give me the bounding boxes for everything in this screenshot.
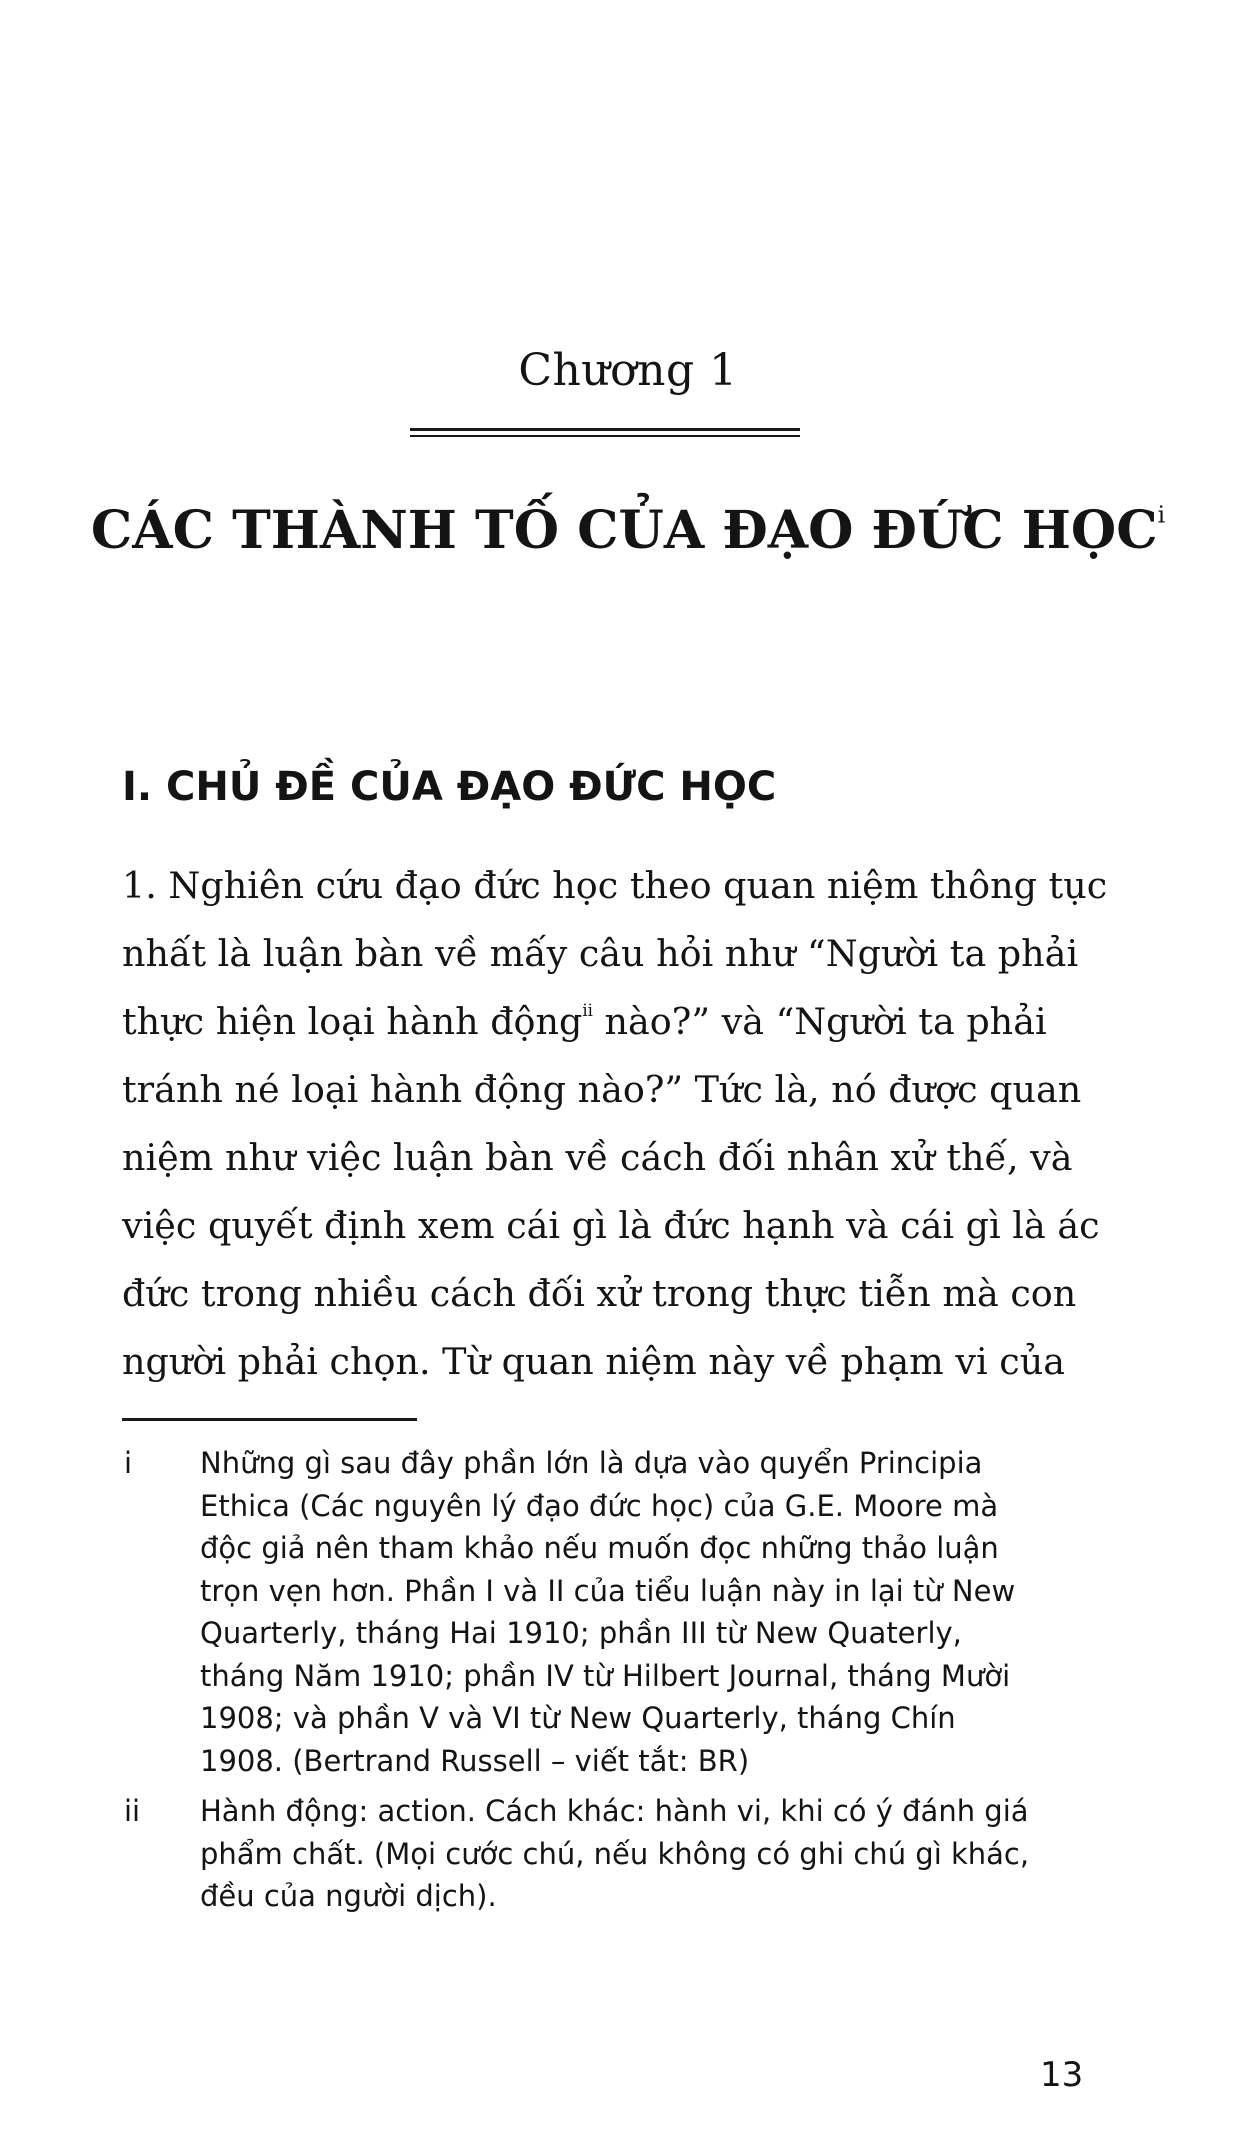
footnote bbox=[122, 1790, 1132, 1918]
footnote-separator bbox=[122, 1418, 417, 1421]
footnote-line: tháng Năm 1910; phần IV từ Hilbert Journal, tháng Mười bbox=[200, 1658, 1011, 1693]
footnote-line: Quarterly, tháng Hai 1910; phần III từ New Quaterly, bbox=[200, 1616, 962, 1650]
footnote-marker: i bbox=[124, 1446, 133, 1480]
footnote-line: 1908. (Bertrand Russell – viết tắt: BR) bbox=[200, 1743, 750, 1778]
paragraph-line: 1. Nghiên cứu đạo đức học theo quan niệm thông tục bbox=[122, 864, 1108, 907]
paragraph-line bbox=[122, 988, 1122, 1056]
footnote-line: đều của người dịch). bbox=[200, 1879, 497, 1913]
paragraph-line: đức trong nhiều cách đối xử trong thực tiễn mà con bbox=[122, 1272, 1077, 1315]
footnote-line: Hành động: action. Cách khác: hành vi, khi có ý đánh giá bbox=[200, 1794, 1029, 1828]
section-heading: I. CHỦ ĐỀ CỦA ĐẠO ĐỨC HỌC bbox=[122, 764, 777, 810]
footnotes bbox=[122, 1442, 1132, 1926]
footnote-line: trọn vẹn hơn. Phần I và II của tiểu luận này in lại từ New bbox=[200, 1573, 1016, 1608]
page-number: 13 bbox=[1040, 2055, 1084, 2095]
chapter-divider bbox=[410, 428, 800, 437]
footnote-line: phẩm chất. (Mọi cước chú, nếu không có ghi chú gì khác, bbox=[200, 1836, 1030, 1871]
paragraph-line: tránh né loại hành động nào?” Tức là, nó được quan bbox=[122, 1068, 1082, 1111]
chapter-title-text: CÁC THÀNH TỐ CỦA ĐẠO ĐỨC HỌC bbox=[90, 500, 1158, 561]
footnote-marker: ii bbox=[124, 1794, 141, 1828]
footnote-ref: ii bbox=[582, 1000, 593, 1020]
paragraph-line-text: thực hiện loại hành động bbox=[122, 1000, 583, 1043]
paragraph-line: niệm như việc luận bàn về cách đối nhân xử thế, và bbox=[122, 1136, 1073, 1179]
chapter-title bbox=[0, 500, 1256, 561]
chapter-label: Chương 1 bbox=[518, 345, 738, 396]
body-paragraph bbox=[122, 852, 1122, 1396]
paragraph-line: người phải chọn. Từ quan niệm này về phạm vi của bbox=[122, 1340, 1065, 1383]
footnote-line: 1908; và phần V và VI từ New Quarterly, tháng Chín bbox=[200, 1701, 956, 1735]
paragraph-line-text: nào?” và “Người ta phải bbox=[592, 1000, 1047, 1043]
chapter-title-note-ref: i bbox=[1157, 500, 1166, 529]
paragraph-line: nhất là luận bàn về mấy câu hỏi như “Người ta phải bbox=[122, 932, 1079, 975]
footnote-line: Ethica (Các nguyên lý đạo đức học) của G.E. Moore mà bbox=[200, 1488, 999, 1523]
footnote bbox=[122, 1442, 1132, 1782]
paragraph-line: việc quyết định xem cái gì là đức hạnh và cái gì là ác bbox=[122, 1204, 1100, 1247]
footnote-line: độc giả nên tham khảo nếu muốn đọc những thảo luận bbox=[200, 1531, 999, 1565]
footnote-line: Những gì sau đây phần lớn là dựa vào quyển Principia bbox=[200, 1446, 983, 1480]
